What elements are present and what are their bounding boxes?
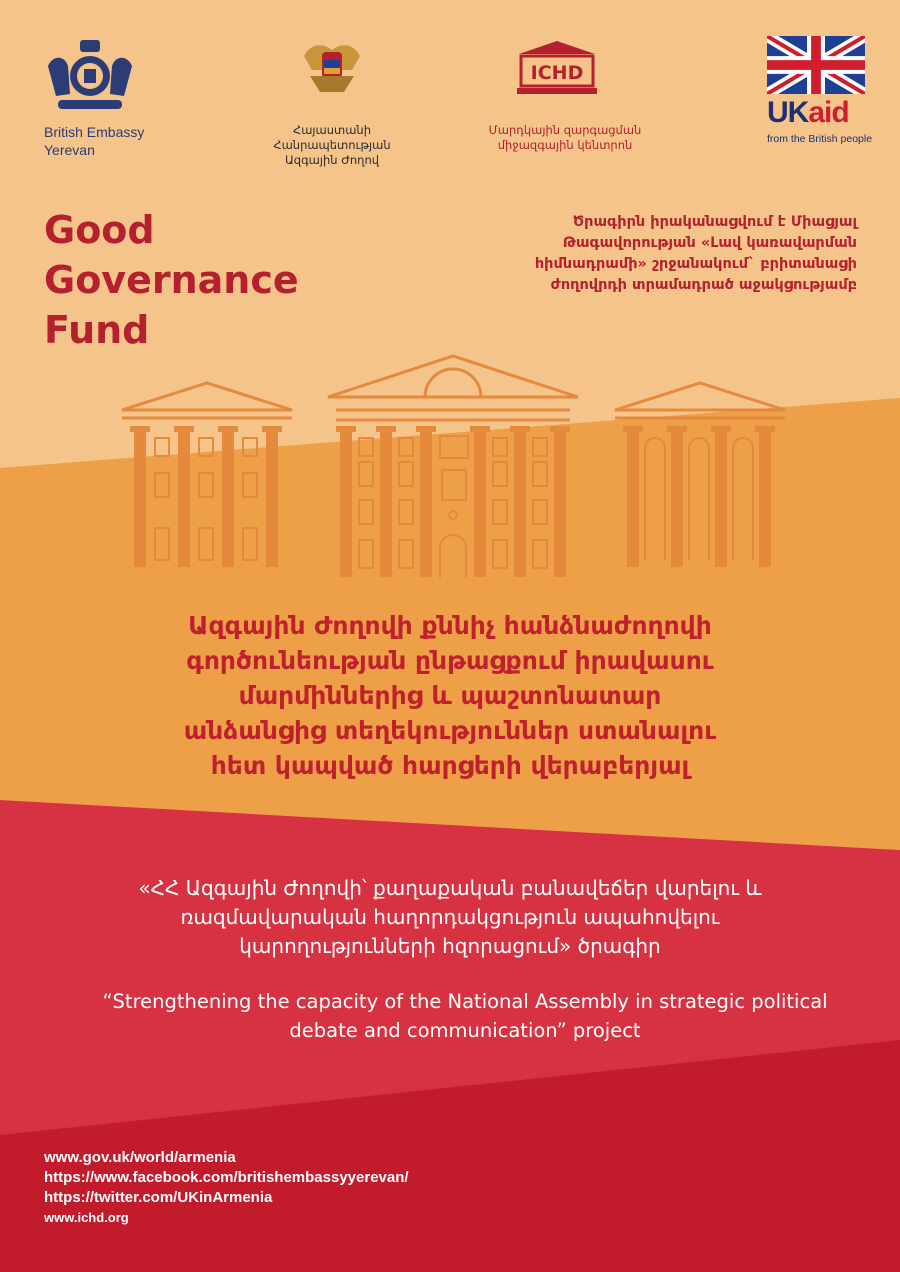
project-hy-line: կարողությունների հզորացում» ծրագիր — [239, 934, 661, 958]
project-title-armenian — [60, 874, 840, 961]
main-title — [60, 608, 840, 783]
assembly-caption-line: Հանրապետության — [273, 138, 391, 152]
main-title-line: անձանցից տեղեկություններ ստանալու — [183, 716, 717, 745]
program-note-line: ժողովրդի տրամադրած աջակցությամբ — [550, 277, 857, 293]
fund-title — [44, 205, 299, 355]
program-note — [395, 212, 857, 296]
assembly-caption-line: Ազգային Ժողով — [284, 153, 380, 167]
project-en-line: debate and communication” project — [289, 1019, 641, 1042]
ichd-building-logo-icon — [515, 40, 599, 96]
link-facebook[interactable]: https://www.facebook.com/britishembassyyerevan/ — [44, 1169, 409, 1186]
ukaid-uk: UK — [767, 96, 809, 129]
ichd-caption-line: Մարդկային զարգացման — [488, 123, 642, 137]
main-title-line: Ազգային Ժողովի քննիչ հանձնաժողովի — [188, 611, 712, 640]
link-ichd[interactable]: www.ichd.org — [44, 1210, 129, 1225]
ichd-caption-line: միջազգային կենտրոն — [497, 138, 633, 152]
links-block — [44, 1148, 409, 1228]
program-note-line: Ծրագիրն իրականացվում է Միացյալ — [572, 214, 857, 230]
main-title-line: գործունեության ընթացքում իրավասու — [186, 646, 714, 675]
link-gov-uk[interactable]: www.gov.uk/world/armenia — [44, 1149, 236, 1166]
ichd-logo-text: ICHD — [530, 62, 584, 84]
union-jack-flag-icon — [767, 36, 865, 94]
program-note-line: Թագավորության «Լավ կառավարման — [562, 235, 857, 251]
link-twitter[interactable]: https://twitter.com/UKinArmenia — [44, 1189, 273, 1206]
royal-coat-of-arms-icon — [42, 36, 138, 120]
project-en-line: “Strengthening the capacity of the National Assembly in strategic political — [102, 990, 828, 1013]
project-hy-line: ռազմավարական հաղորդակցություն ապահովելու — [180, 905, 720, 929]
armenia-coat-of-arms-icon — [300, 36, 364, 98]
embassy-caption-line: Yerevan — [44, 142, 95, 158]
ichd-caption — [455, 123, 675, 153]
program-note-line: հիմնադրամի» շրջանակում` բրիտանացի — [534, 256, 857, 272]
main-title-line: հետ կապված հարցերի վերաբերյալ — [210, 751, 690, 780]
ukaid-tagline: from the British people — [767, 133, 873, 145]
project-hy-line: «ՀՀ Ազգային Ժողովի՝ քաղաքական բանավեճեր վարելու և — [138, 876, 762, 900]
fund-title-line: Good — [44, 208, 155, 252]
main-title-line: մարմիններից և պաշտոնատար — [238, 681, 662, 710]
embassy-caption — [44, 123, 144, 159]
embassy-caption-line: British Embassy — [44, 124, 145, 140]
assembly-caption — [272, 123, 392, 168]
project-title-english — [40, 987, 890, 1045]
fund-title-line: Fund — [44, 308, 150, 352]
ukaid-aid: aid — [808, 96, 849, 129]
fund-title-line: Governance — [44, 258, 299, 302]
assembly-caption-line: Հայաստանի — [292, 123, 372, 137]
ukaid-wordmark — [767, 96, 849, 130]
